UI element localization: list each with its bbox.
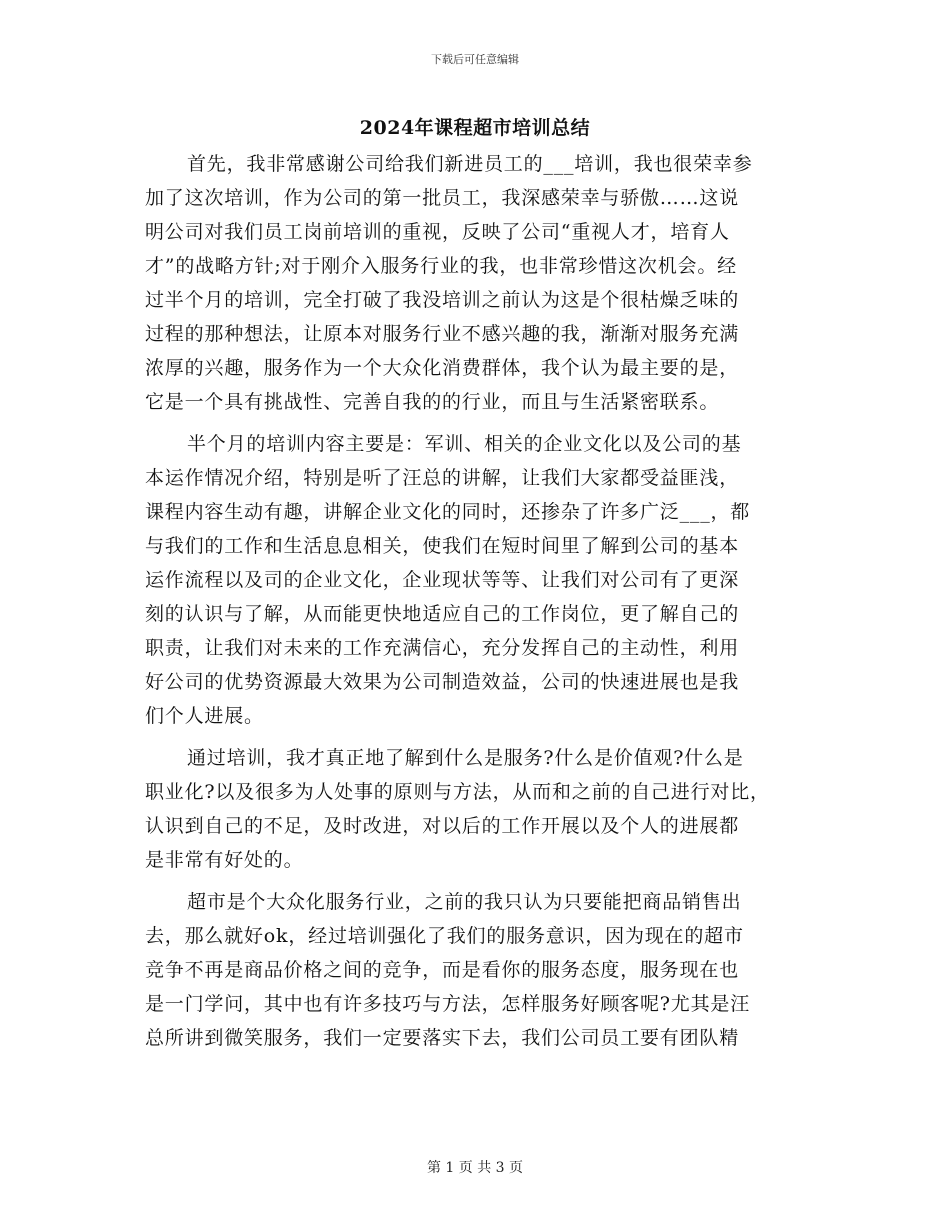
paragraph-line: 认识到自己的不足，及时改进，对以后的工作开展以及个人的进展都 (145, 815, 740, 837)
paragraph-line: 是一门学问，其中也有许多技巧与方法，怎样服务好顾客呢?尤其是汪 (145, 993, 750, 1015)
paragraph-line: 明公司对我们员工岗前培训的重视，反映了公司“重视人才，培育人 (145, 221, 730, 243)
paragraph-line: 加了这次培训，作为公司的第一批员工，我深感荣幸与骄傲……这说 (145, 187, 740, 209)
paragraph-1 (145, 147, 805, 419)
page-number-indicator: 第 1 页 共 3 页 (426, 1160, 524, 1176)
paragraph-line: 职业化?以及很多为人处事的原则与方法，从而和之前的自己进行对比， (145, 781, 770, 803)
paragraph-line: 浓厚的兴趣，服务作为一个大众化消费群体，我个认为最主要的是， (145, 357, 740, 379)
paragraph-spacer (145, 733, 805, 741)
paragraph-line: 是非常有好处的。 (145, 849, 304, 871)
paragraph-spacer (145, 419, 805, 427)
paragraph-line: 本运作情况介绍，特别是听了汪总的讲解，让我们大家都受益匪浅， (145, 467, 740, 489)
document-title: 2024年课程超市培训总结 (359, 117, 591, 139)
paragraph-2 (145, 427, 805, 733)
paragraph-line: 运作流程以及司的企业文化，企业现状等等、让我们对公司有了更深 (145, 569, 740, 591)
paragraph-line: 它是一个具有挑战性、完善自我的的行业，而且与生活紧密联系。 (145, 391, 720, 413)
paragraph-line: 半个月的培训内容主要是：军训、相关的企业文化以及公司的基 (187, 433, 742, 455)
paragraph-line: 通过培训，我才真正地了解到什么是服务?什么是价值观?什么是 (187, 747, 744, 769)
paragraph-line: 刻的认识与了解，从而能更快地适应自己的工作岗位，更了解自己的 (145, 603, 740, 625)
paragraph-4 (145, 885, 805, 1055)
paragraph-line: 课程内容生动有趣，讲解企业文化的同时，还掺杂了许多广泛___，都 (145, 501, 751, 523)
paragraph-line: 总所讲到微笑服务，我们一定要落实下去，我们公司员工要有团队精 (145, 1027, 740, 1049)
paragraph-line: 过半个月的培训，完全打破了我没培训之前认为这是个很枯燥乏味的 (145, 289, 740, 311)
paragraph-line: 与我们的工作和生活息息相关，使我们在短时间里了解到公司的基本 (145, 535, 740, 557)
paragraph-line: 首先，我非常感谢公司给我们新进员工的___培训，我也很荣幸参 (187, 153, 753, 175)
paragraph-line: 竞争不再是商品价格之间的竞争，而是看你的服务态度，服务现在也 (145, 959, 740, 981)
paragraph-line: 们个人进展。 (145, 705, 264, 727)
paragraph-line: 过程的那种想法，让原本对服务行业不感兴趣的我，渐渐对服务充满 (145, 323, 740, 345)
paragraph-3 (145, 741, 805, 877)
page-header-note: 下载后可任意编辑 (431, 53, 519, 66)
paragraph-line: 超市是个大众化服务行业，之前的我只认为只要能把商品销售出 (187, 891, 742, 913)
paragraph-spacer (145, 877, 805, 885)
paragraph-line: 职责，让我们对未来的工作充满信心，充分发挥自己的主动性，利用 (145, 637, 740, 659)
paragraph-line: 好公司的优势资源最大效果为公司制造效益，公司的快速进展也是我 (145, 671, 740, 693)
paragraph-line: 才”的战略方针;对于刚介入服务行业的我，也非常珍惜这次机会。经 (145, 255, 737, 277)
paragraph-line: 去，那么就好ok，经过培训强化了我们的服务意识，因为现在的超市 (145, 925, 744, 947)
document-body (145, 147, 805, 1055)
